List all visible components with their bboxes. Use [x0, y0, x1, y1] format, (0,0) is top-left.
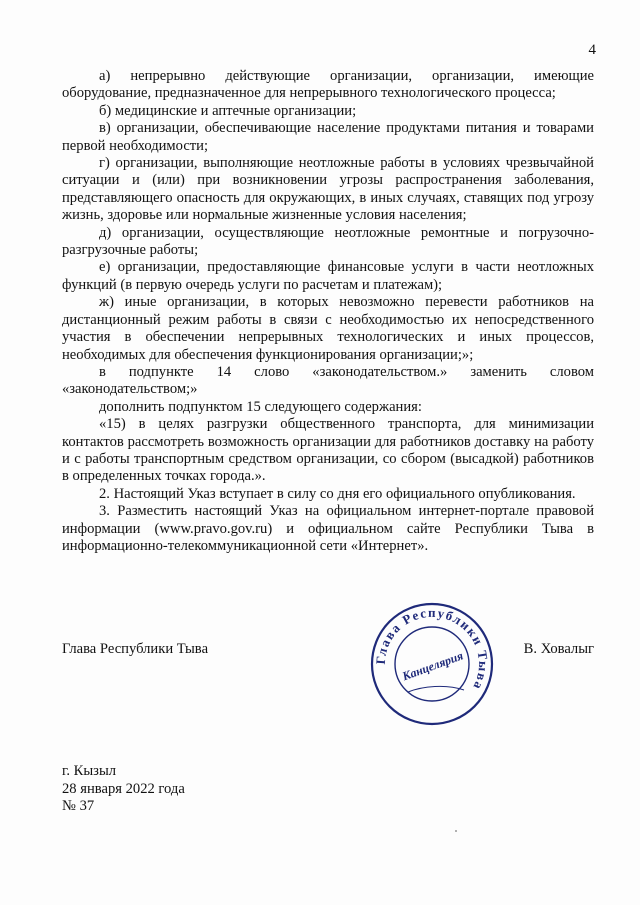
footer-number: № 37 — [62, 798, 95, 815]
paragraph-item-zh: ж) иные организации, в которых невозможно перевести работников на дистанционный режим работы в связи с необходимостью их непосредственного участия в обеспечении непрерывных технологических и иных процессов, необходимых для обеспечения функционирования организации;»; — [62, 294, 594, 363]
footer-date: 28 января 2022 года — [62, 780, 185, 797]
paragraph-item-a: а) непрерывно действующие организации, организации, имеющие оборудование, предназначенное для непрерывного технологического процесса; — [62, 68, 594, 102]
paragraph-item-d: д) организации, осуществляющие неотложные ремонтные и погрузочно-разгрузочные работы; — [62, 224, 594, 259]
paragraph-item-e: е) организации, предоставляющие финансовые услуги в части неотложных функций (в первую очередь услуги по расчетам и платежам); — [62, 259, 594, 293]
document-footer — [62, 763, 185, 816]
paragraph-item-g: г) организации, выполняющие неотложные работы в условиях чрезвычайной ситуации и (или) при возникновении угрозы распространения заболевания, представляющего опасность для окружающих, в иных случаях, ставящих под угрозу жизнь, здоровье или нормальные жизненные условия населения; — [62, 155, 594, 224]
svg-text:Канцелярия: Канцелярия — [400, 648, 466, 684]
footer-city: г. Кызыл — [62, 763, 117, 779]
paragraph-add-subpoint-15: дополнить подпунктом 15 следующего содержания: — [99, 398, 422, 415]
decree-body — [62, 68, 594, 555]
paragraph-item-b: б) медицинские и аптечные организации; — [99, 102, 357, 119]
paragraph-subpoint-15-text: «15) в целях разгрузки общественного транспорта, для минимизации контактов рассмотреть возможность организации для работников доставку на работу и с работы транспортным средством организации, со сбором (высадкой) работников в определенных точках города.». — [62, 416, 594, 485]
paragraph-point-3: 3. Разместить настоящий Указ на официальном интернет-портале правовой информации (www.pravo.gov.ru) и официальном сайте Республики Тыва в информационно-телекоммуникационной сети «Интернет». — [62, 503, 594, 554]
paragraph-item-v: в) организации, обеспечивающие население продуктами питания и товарами первой необходимости; — [62, 120, 594, 154]
svg-text:Глава Республики Тыва: Глава Республики Тыва — [372, 604, 492, 694]
signatory-name: В. Ховалыг — [523, 641, 594, 657]
paragraph-subpoint-14: в подпункте 14 слово «законодательством.» заменить словом «законодательством;» — [62, 363, 594, 398]
paragraph-point-2: 2. Настоящий Указ вступает в силу со дня его официального опубликования. — [99, 485, 576, 502]
scan-speck — [455, 830, 457, 832]
signatory-title: Глава Республики Тывa — [62, 641, 209, 657]
page-number: 4 — [588, 42, 596, 58]
official-stamp — [368, 600, 496, 728]
